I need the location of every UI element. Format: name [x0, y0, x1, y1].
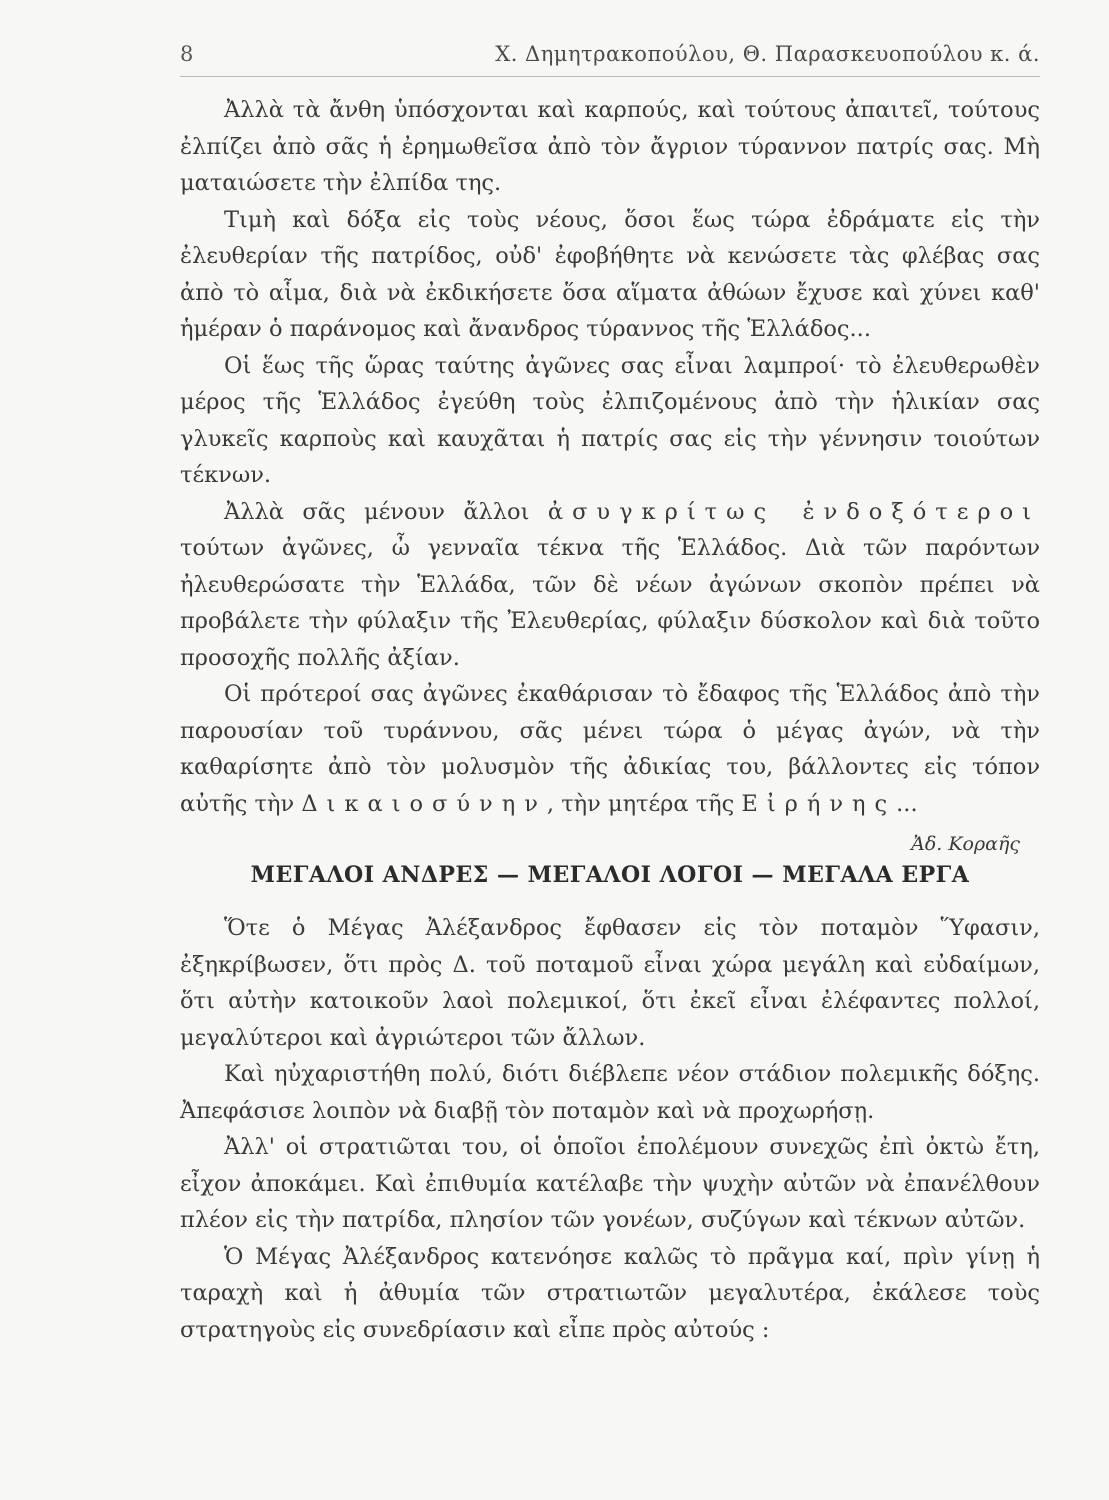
paragraph-1: Ἀλλὰ τὰ ἄνθη ὑπόσχονται καὶ καρπούς, καὶ τούτους ἀπαιτεῖ, τούτους ἐλπίζει ἀπὸ σᾶς ἡ ἐρημωθεῖσα ἀπὸ τὸν ἄγριον τύραννον πατρίς σας. Μὴ ματαιώσετε τὴν ἐλπίδα της. [180, 97, 1040, 196]
paragraph-5-spaced-peace: Εἰρήνης [741, 790, 897, 817]
paragraph-5-spaced-justice: Δικαιοσύνην [301, 790, 547, 817]
alexander-passage [180, 910, 1040, 1348]
korais-passage [180, 92, 1040, 863]
section-paragraph-4: Ὁ Μέγας Ἀλέξανδρος κατενόησε καλῶς τὸ πρᾶγμα καί, πρὶν γίνῃ ἡ ταραχὴ καὶ ἡ ἀθυμία τῶν στρατιωτῶν μεγαλυτέρα, ἐκάλεσε τοὺς στρατηγοὺς εἰς συνεδρίασιν καὶ εἶπε πρὸς αὐτούς : [180, 1243, 1040, 1343]
paragraph-5-middle: , τὴν μητέρα τῆς [546, 790, 742, 817]
paragraph-5-start: Οἱ πρότεροί σας ἀγῶνες ἐκαθάρισαν τὸ ἔδαφος τῆς Ἑλλάδος ἀπὸ τὴν παρουσίαν τοῦ τυράννου, σᾶς μένει τώρα ὁ μέγας ἀγών, νὰ τὴν καθαρίσητε ἀπὸ τὸν μολυσμὸν τῆς ἀδικίας του, βάλλοντες εἰς τόπον αὐτῆς τὴν [180, 681, 1040, 817]
section-paragraph-3: Ἀλλ' οἱ στρατιῶται του, οἱ ὁποῖοι ἐπολέμουν συνεχῶς ἐπὶ ὀκτὼ ἔτη, εἶχον ἀποκάμει. Καὶ ἐπιθυμία κατέλαβε τὴν ψυχὴν αὐτῶν νὰ ἐπανέλθουν πλέον εἰς τὴν πατρίδα, πλησίον τῶν γονέων, συζύγων καὶ τέκνων αὐτῶν. [180, 1134, 1040, 1233]
page-header [180, 42, 1040, 77]
section-paragraph-2: Καὶ ηὐχαριστήθη πολύ, διότι διέβλεπε νέον στάδιον πολεμικῆς δόξης. Ἀπεφάσισε λοιπὸν νὰ διαβῇ τὸν ποταμὸν καὶ νὰ προχωρήσῃ. [180, 1061, 1040, 1124]
paragraph-2: Τιμὴ καὶ δόξα εἰς τοὺς νέους, ὅσοι ἕως τώρα ἐδράματε εἰς τὴν ἐλευθερίαν τῆς πατρίδος, οὐδ' ἐφοβήθητε νὰ κενώσετε τὰς φλέβας σας ἀπὸ τὸ αἷμα, διὰ νὰ ἐκδικήσετε ὅσα αἵματα ἀθώων ἔχυσε καὶ χύνει καθ' ἡμέραν ὁ παράνομος καὶ ἄνανδρος τύραννος τῆς Ἑλλάδος... [180, 206, 1040, 342]
page-number: 8 [180, 42, 194, 66]
paragraph-5-end: ... [896, 790, 918, 817]
running-head: Χ. Δημητρακοπούλου, Θ. Παρασκευοπούλου κ. ά. [495, 42, 1040, 66]
paragraph-4-end: τούτων ἀγῶνες, ὦ γενναῖα τέκνα τῆς Ἑλλάδος. Διὰ τῶν παρόντων ἠλευθερώσατε τὴν Ἑλλάδα, τῶν δὲ νέων ἀγώνων σκοπὸν πρέπει νὰ προβάλετε τὴν φύλαξιν τῆς Ἐλευθερίας, φύλαξιν δύσκολον καὶ διὰ τοῦτο προσοχῆς πολλῆς ἀξίαν. [180, 535, 1040, 671]
paragraph-4-start: Ἀλλὰ σᾶς μένουν ἄλλοι [224, 498, 548, 525]
paragraph-5 [180, 676, 1040, 822]
paragraph-3: Οἱ ἕως τῆς ὥρας ταύτης ἀγῶνες σας εἶναι λαμπροί· τὸ ἐλευθερωθὲν μέρος τῆς Ἑλλάδος ἐγεύθη τοὺς ἐλπιζομένους ἀπὸ τὴν ἡλικίαν σας γλυκεῖς καρποὺς καὶ καυχᾶται ἡ πατρίς σας εἰς τὴν γέννησιν τοιούτων τέκνων. [180, 352, 1040, 488]
section-title: ΜΕΓΑΛΟΙ ΑΝΔΡΕΣ — ΜΕΓΑΛΟΙ ΛΟΓΟΙ — ΜΕΓΑΛΑ ΕΡΓΑ [250, 862, 970, 888]
paragraph-4-spaced: ἀσυγκρίτως ἐνδοξότεροι [547, 498, 1040, 525]
author-signature: Ἀδ. Κοραῆς [911, 833, 1020, 855]
section-paragraph-1: Ὅτε ὁ Μέγας Ἀλέξανδρος ἔφθασεν εἰς τὸν ποταμὸν Ὕφασιν, ἐξηκρίβωσεν, ὅτι πρὸς Δ. τοῦ ποταμοῦ εἶναι χώρα μεγάλη καὶ εὐδαίμων, ὅτι αὐτὴν κατοικοῦν λαοὶ πολεμικοί, ὅτι ἐκεῖ εἶναι ἐλέφαντες πολλοί, μεγαλύτεροι καὶ ἀγριώτεροι τῶν ἄλλων. [180, 915, 1040, 1051]
paragraph-4 [180, 494, 1040, 677]
